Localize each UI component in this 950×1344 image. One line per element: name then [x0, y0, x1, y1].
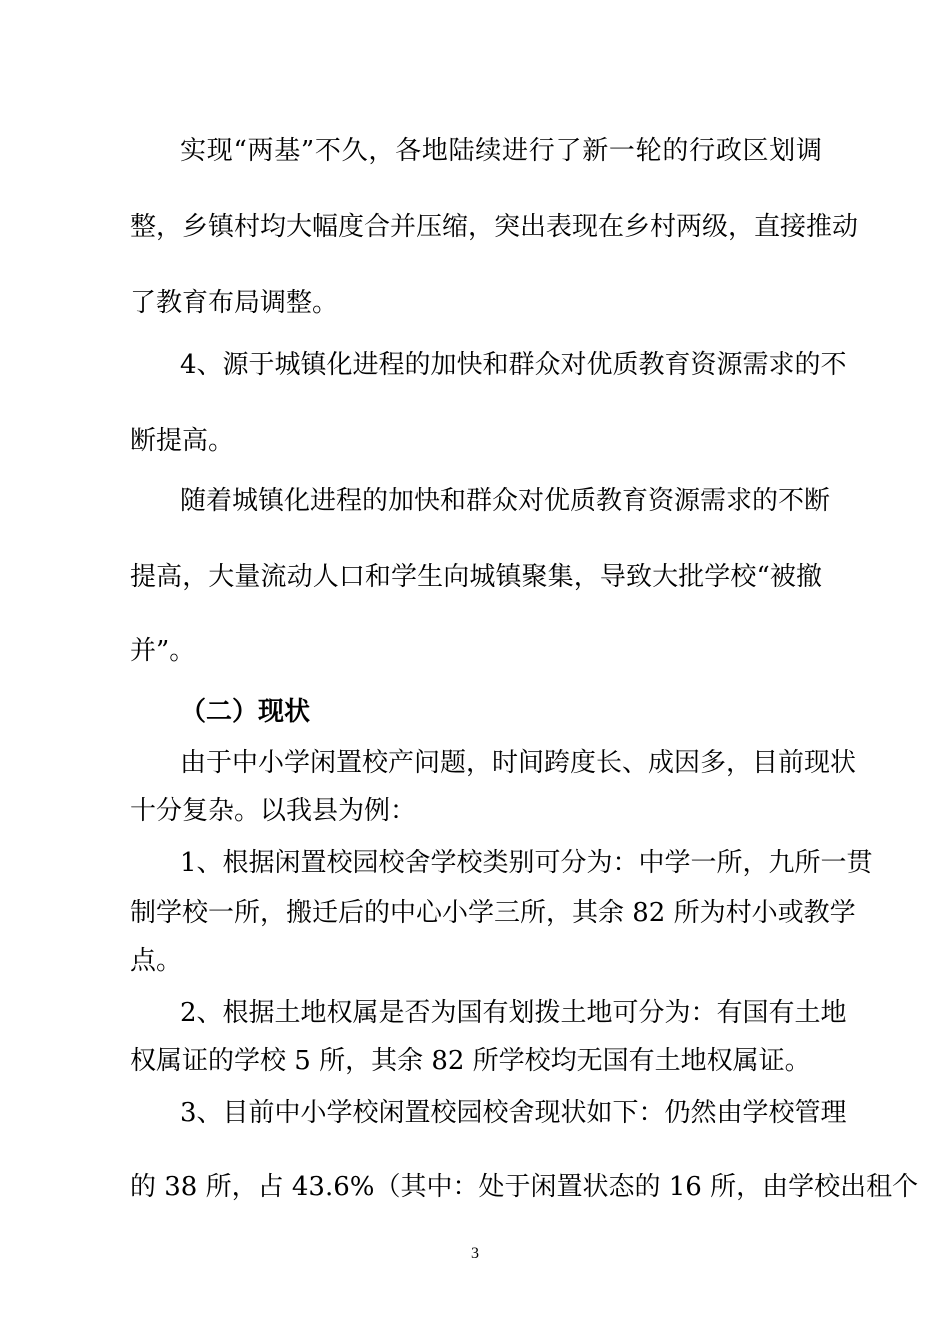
paragraph-line: 并”。	[130, 636, 196, 666]
paragraph-line: 断提高。	[130, 426, 235, 456]
paragraph-line: 2、根据土地权属是否为国有划拨土地可分为：有国有土地	[180, 998, 847, 1028]
paragraph-line: 十分复杂。以我县为例：	[130, 796, 417, 826]
section-heading: （二）现状	[180, 697, 311, 727]
paragraph-line: 实现“两基”不久，各地陆续进行了新一轮的行政区划调	[180, 136, 822, 166]
paragraph-line: 3、目前中小学校闲置校园校舍现状如下：仍然由学校管理	[180, 1098, 847, 1128]
paragraph-line: 点。	[130, 946, 183, 976]
paragraph-line: 制学校一所，搬迁后的中心小学三所，其余 82 所为村小或教学	[130, 898, 856, 928]
paragraph-line: 提高，大量流动人口和学生向城镇聚集，导致大批学校“被撤	[130, 562, 822, 592]
paragraph-line: 1、根据闲置校园校舍学校类别可分为：中学一所，九所一贯	[180, 848, 873, 878]
paragraph-line: 4、源于城镇化进程的加快和群众对优质教育资源需求的不	[180, 350, 847, 380]
paragraph-line: 权属证的学校 5 所，其余 82 所学校均无国有土地权属证。	[130, 1046, 811, 1076]
paragraph-line: 了教育布局调整。	[130, 288, 339, 318]
paragraph-line: 整，乡镇村均大幅度合并压缩，突出表现在乡村两级，直接推动	[130, 212, 859, 242]
paragraph-line: 的 38 所，占 43.6%（其中：处于闲置状态的 16 所，由学校出租个	[130, 1172, 919, 1202]
paragraph-line: 随着城镇化进程的加快和群众对优质教育资源需求的不断	[180, 486, 831, 516]
page-number: 3	[471, 1245, 479, 1262]
paragraph-line: 由于中小学闲置校产问题，时间跨度长、成因多，目前现状	[180, 748, 857, 778]
